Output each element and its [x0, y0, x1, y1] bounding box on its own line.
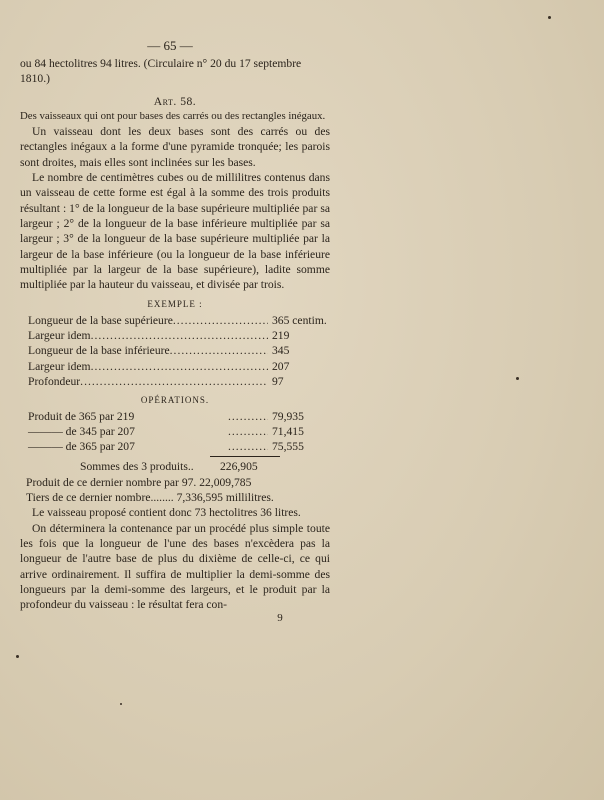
example-leader-dots: [80, 374, 268, 389]
example-label: Profondeur: [28, 374, 81, 388]
example-value: 97: [272, 374, 284, 388]
example-row: [28, 343, 330, 358]
text-block: [20, 56, 330, 612]
example-leader-dots: [91, 328, 268, 343]
line-1: ou 84 hectolitres 94 litres. (Circulaire n° 20 du 17 septembre: [20, 57, 302, 70]
paragraph-1: Un vaisseau dont les deux bases sont des carrés ou des rectangles inégaux a la forme d'une pyramide tronquée; les parois sont droites, mais elles sont inclinées sur les bases.: [20, 125, 330, 169]
operations-table: [20, 409, 330, 455]
paragraph-3: Le vaisseau proposé contient donc 73 hectolitres 36 litres.: [32, 506, 301, 520]
example-row: [28, 313, 330, 328]
line-2: 1810.): [20, 72, 50, 86]
example-label: Largeur idem: [28, 329, 91, 343]
example-title: EXEMPLE :: [147, 299, 203, 310]
article-subtitle: Des vaisseaux qui ont pour bases des carrés ou des rectangles inégaux.: [20, 109, 326, 122]
sum-value: 226,905: [220, 460, 258, 474]
operation-label: ——— de 345 par 207: [28, 424, 135, 438]
article-heading: Art. 58.: [153, 94, 197, 108]
sum-label: Sommes des 3 produits..: [80, 460, 194, 474]
example-value: 365 centim.: [272, 313, 327, 327]
operation-leader-dots: [228, 424, 268, 439]
operations-title: OPÉRATIONS.: [140, 395, 210, 406]
example-row: [28, 374, 330, 389]
example-leader-dots: [173, 313, 268, 328]
operation-leader-dots: [228, 409, 268, 424]
example-value: 219: [272, 329, 290, 343]
example-value: 207: [272, 359, 290, 373]
example-value: 345: [272, 344, 290, 358]
operation-leader-dots: [228, 439, 268, 454]
paper-speck: [120, 703, 122, 705]
example-leader-dots: [170, 343, 268, 358]
operation-label: ——— de 365 par 207: [28, 440, 135, 454]
third-line: Tiers de ce dernier nombre........ 7,336,595 millilitres.: [26, 491, 274, 505]
example-leader-dots: [91, 359, 268, 374]
operation-row: [28, 424, 330, 439]
paper-speck: [16, 655, 19, 658]
product-line: Produit de ce dernier nombre par 97. 22,009,785: [26, 475, 252, 489]
operation-row: [28, 409, 330, 424]
signature-mark: 9: [277, 612, 283, 624]
example-row: [28, 328, 330, 343]
paragraph-4: On déterminera la contenance par un procédé plus simple toute les fois que la longueur de l'une des bases n'excèdera pas la longueur de l'autre base de plus du dixième de celle-ci, ce qui arrive ordinairement. Il suffira de multiplier la demi-somme des longueurs par la demi-somme des largeurs, et le produit par la profondeur du vaisseau : le résultat fera con-: [20, 521, 330, 612]
operation-value: 79,935: [272, 409, 304, 423]
sum-row: [20, 459, 330, 474]
example-label: Longueur de la base inférieure: [28, 344, 170, 358]
page-number: — 65 —: [147, 38, 193, 53]
paper-speck: [516, 377, 519, 380]
example-row: [28, 359, 330, 374]
operation-row: [28, 439, 330, 454]
operation-value: 75,555: [272, 440, 304, 454]
example-label: Longueur de la base supérieure: [28, 313, 173, 327]
paper-speck: [548, 16, 551, 19]
example-label: Largeur idem: [28, 359, 91, 373]
example-table: [20, 313, 330, 389]
operation-value: 71,415: [272, 424, 304, 438]
operation-label: Produit de 365 par 219: [28, 409, 135, 423]
paragraph-2: Le nombre de centimètres cubes ou de millilitres contenus dans un vaisseau de cette forme est égal à la somme des trois produits résultant : 1° de la longueur de la base supérieure multipliée par sa largeur ; 2° de la longueur de la base inférieure multipliée par sa largeur ; 3° de la longueur de la base supérieure multipliée par la largeur de la base inférieure (ou la longueur de la base inférieure multipliée par la largeur de la base supérieure), ladite somme multipliée par la hauteur du vaisseau, et divisée par trois.: [20, 171, 330, 292]
sum-rule: [210, 456, 280, 457]
